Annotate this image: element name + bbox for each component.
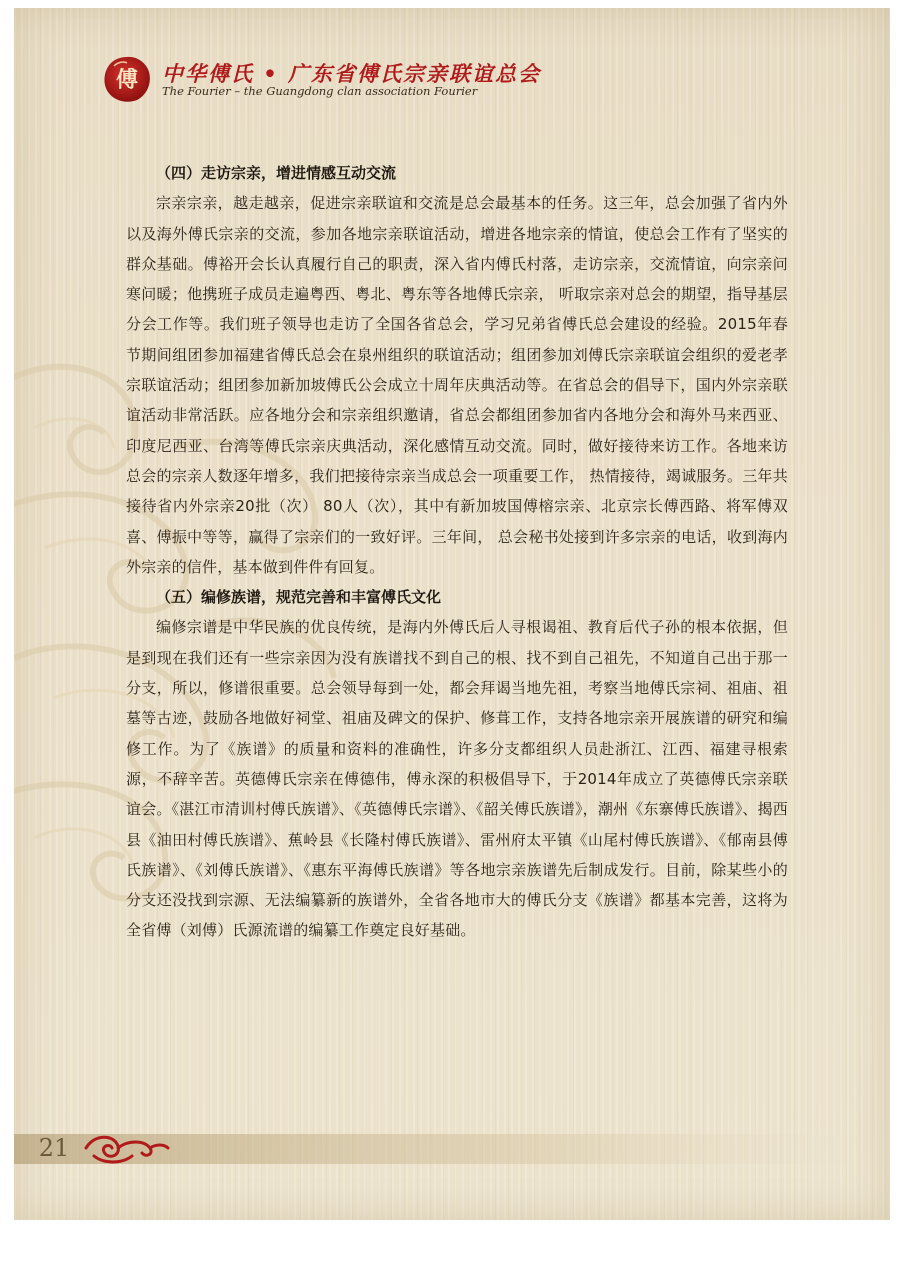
page [14,8,890,1220]
seal-glyph: 傅 [115,67,139,93]
header-title: 中华傅氏 • 广东省傅氏宗亲联谊总会 [162,61,542,86]
section-heading-4: （四）走访宗亲，增进情感互动交流 [156,164,397,182]
section-paragraph-5: 编修宗谱是中华民族的优良传统，是海内外傅氏后人寻根谒祖、教育后代子孙的根本依据，但是到现在我们还有一些宗亲因为没有族谱找不到自己的根、找不到自己祖先，不知道自己出于那一分支，所以，修谱很重要。总会领导每到一处，都会拜谒当地先祖，考察当地傅氏宗祠、祖庙、祖墓等古迹，鼓励各地做好祠堂、祖庙及碑文的保护、修葺工作，支持各地宗亲开展族谱的研究和编修工作。为了《族谱》的质量和资料的准确性，许多分支都组织人员赴浙江、江西、福建寻根索源，不辞辛苦。英德傅氏宗亲在傅德伟，傅永深的积极倡导下，于2014年成立了英德傅氏宗亲联谊会。《湛江市清训村傅氏族谱》、《英德傅氏宗谱》、《韶关傅氏族谱》，潮州《东寨傅氏族谱》、揭西县《油田村傅氏族谱》、蕉岭县《长隆村傅氏族谱》、雷州府太平镇《山尾村傅氏族谱》、《郁南县傅氏族谱》、《刘傅氏族谱》、《惠东平海傅氏族谱》等各地宗亲族谱先后制成发行。目前，除某些小的分支还没找到宗源、无法编纂新的族谱外，全省各地市大的傅氏分支《族谱》都基本完善，这将为全省傅（刘傅）氏源流谱的编纂工作奠定良好基础。 [126,618,788,940]
fu-seal-logo-icon [102,54,152,104]
article-body [126,158,788,946]
section-paragraph-4: 宗亲宗亲，越走越亲，促进宗亲联谊和交流是总会最基本的任务。这三年，总会加强了省内外以及海外傅氏宗亲的交流，参加各地宗亲联谊活动，增进各地宗亲的情谊，使总会工作有了坚实的群众基础。傅裕开会长认真履行自己的职责，深入省内傅氏村落，走访宗亲，交流情谊，向宗亲问寒问暖；他携班子成员走遍粤西、粤北、粤东等各地傅氏宗亲， 听取宗亲对总会的期望，指导基层分会工作等。我们班子领导也走访了全国各省总会，学习兄弟省傅氏总会建设的经验。2015年春节期间组团参加福建省傅氏总会在泉州组织的联谊活动；组团参加刘傅氏宗亲联谊会组织的爱老孝宗联谊活动；组团参加新加坡傅氏公会成立十周年庆典活动等。在省总会的倡导下，国内外宗亲联谊活动非常活跃。应各地分会和宗亲组织邀请，省总会都组团参加省内各地分会和海外马来西亚、印度尼西亚、台湾等傅氏宗亲庆典活动，深化感情互动交流。同时，做好接待来访工作。各地来访总会的宗亲人数逐年增多，我们把接待宗亲当成总会一项重要工作， 热情接待，竭诚服务。三年共接待省内外宗亲20批（次） 80人（次），其中有新加坡国傅榕宗亲、北京宗长傅西路、将军傅双喜、傅振中等等，赢得了宗亲们的一致好评。三年间， 总会秘书处接到许多宗亲的电话，收到海内外宗亲的信件，基本做到件件有回复。 [126,194,788,576]
page-number: 21 [38,1134,70,1162]
red-cloud-ornament-icon [80,1126,170,1170]
header-subtitle: The Fourier – the Guangdong clan association Fourier [162,84,478,98]
section-heading-5: （五）编修族谱，规范完善和丰富傅氏文化 [156,588,442,607]
